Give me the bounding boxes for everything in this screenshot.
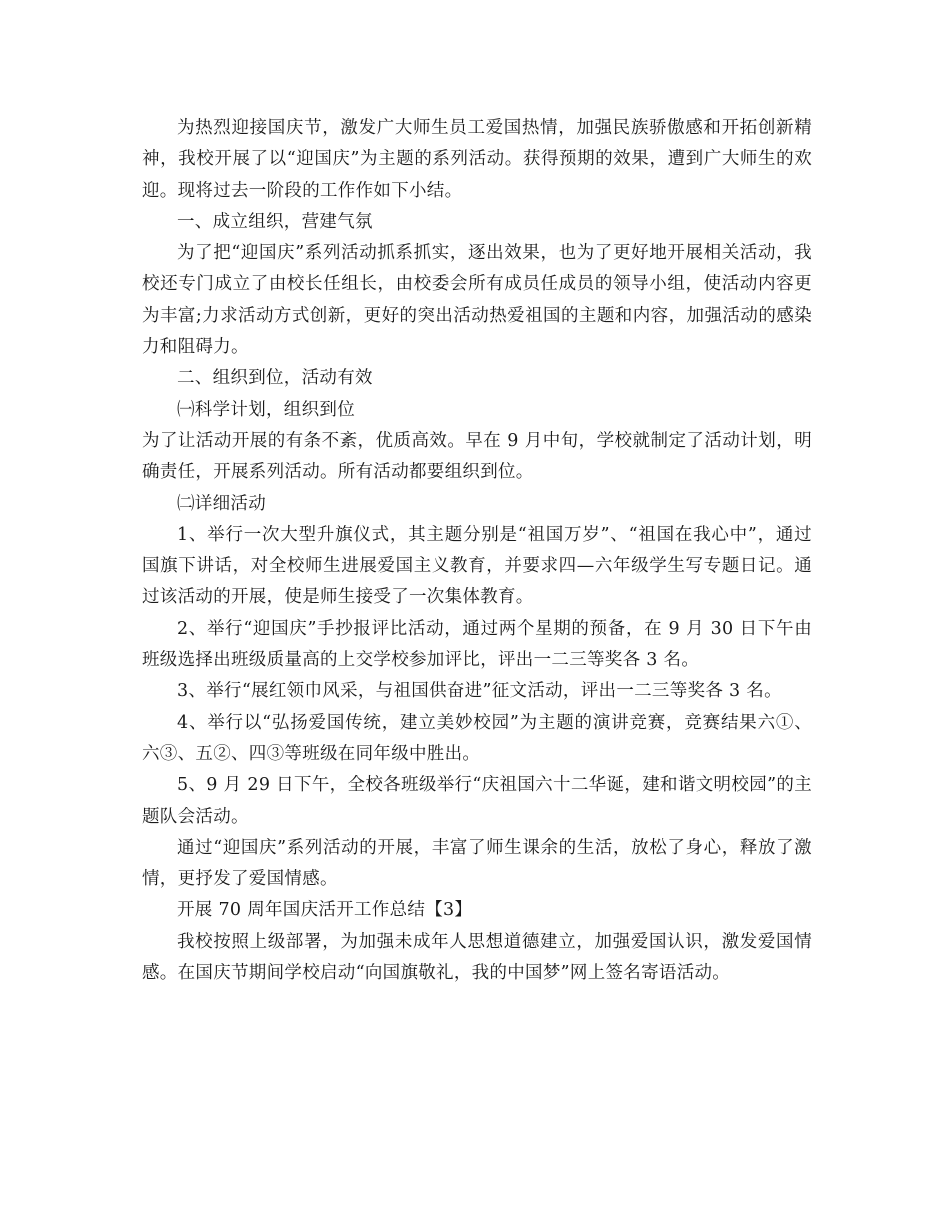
subheading-1: ㈠科学计划，组织到位 [177, 399, 355, 420]
body-paragraph: 我校按照上级部署，为加强未成年人思想道德建立，加强爱国认识，激发爱国情感。在国庆节期间学校启动“向国旗敬礼，我的中国梦”网上签名寄语活动。 [142, 931, 812, 984]
list-item: 4、举行以“弘扬爱国传统，建立美妙校园”为主题的演讲竞赛，竞赛结果六①、六③、五②、四③等班级在同年级中胜出。 [142, 712, 812, 764]
section-heading-2: 二、组织到位，活动有效 [177, 368, 373, 389]
body-paragraph: 为了把“迎国庆”系列活动抓系抓实，逐出效果，也为了更好地开展相关活动，我校还专门成立了由校长任组长，由校委会所有成员任成员的领导小组，使活动内容更为丰富;力求活动方式创新，更好的突出活动热爱祖国的主题和内容，加强活动的感染力和阻碍力。 [142, 243, 812, 358]
section-title-3: 开展 70 周年国庆活开工作总结【3】 [177, 900, 473, 921]
summary-paragraph: 通过“迎国庆”系列活动的开展，丰富了师生课余的生活，放松了身心，释放了激情，更抒发了爱国情感。 [142, 837, 812, 890]
list-item: 2、举行“迎国庆”手抄报评比活动，通过两个星期的预备，在 9 月 30 日下午由班级选择出班级质量高的上交学校参加评比，评出一二三等奖各 3 名。 [142, 618, 812, 671]
body-paragraph: 为了让活动开展的有条不紊，优质高效。早在 9 月中旬，学校就制定了活动计划，明确责任，开展系列活动。所有活动都要组织到位。 [142, 430, 812, 483]
section-heading-1: 一、成立组织，营建气氛 [177, 211, 373, 232]
list-item: 5、9 月 29 日下午，全校各班级举行“庆祖国六十二华诞，建和谐文明校园”的主题队会活动。 [142, 775, 812, 827]
subheading-2: ㈡详细活动 [177, 493, 266, 514]
list-item: 3、举行“展红领巾风采，与祖国供奋进”征文活动，评出一二三等奖各 3 名。 [177, 681, 782, 702]
document-page [142, 113, 812, 989]
intro-paragraph: 为热烈迎接国庆节，激发广大师生员工爱国热情，加强民族骄傲感和开拓创新精神，我校开展了以“迎国庆”为主题的系列活动。获得预期的效果，遭到广大师生的欢迎。现将过去一阶段的工作作如下小结。 [142, 118, 812, 201]
list-item: 1、举行一次大型升旗仪式，其主题分别是“祖国万岁”、“祖国在我心中”，通过国旗下讲话，对全校师生进展爱国主义教育，并要求四—六年级学生写专题日记。通过该活动的开展，使是师生接受了一次集体教育。 [142, 524, 812, 608]
